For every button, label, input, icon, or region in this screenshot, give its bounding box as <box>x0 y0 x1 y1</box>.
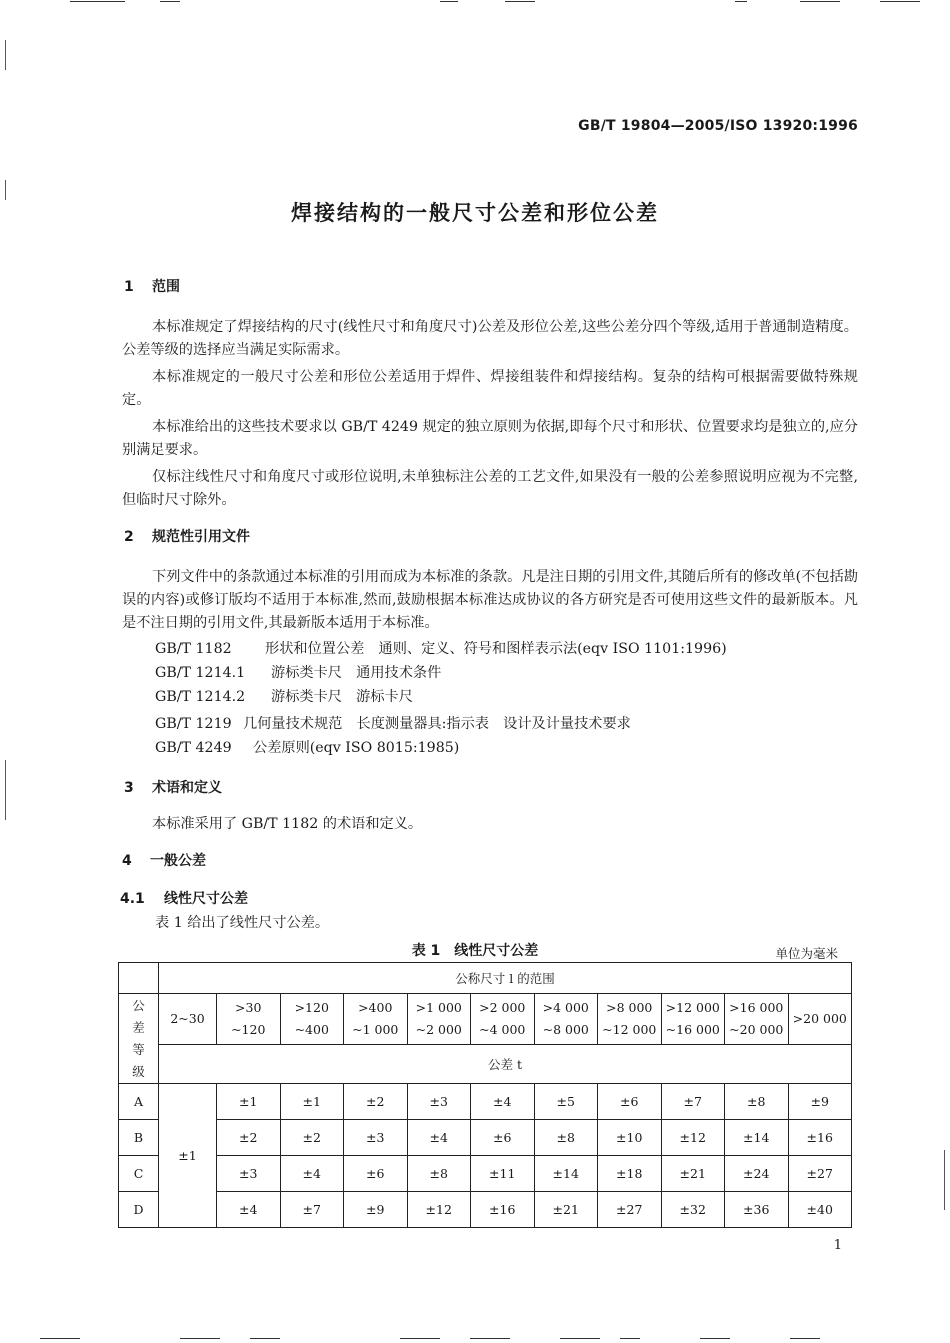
tolerance-cell: ±6 <box>598 1084 662 1120</box>
tolerance-cell: ±12 <box>661 1120 725 1156</box>
section-1-heading <box>124 276 180 296</box>
range-cell: >16 000 ~20 000 <box>725 994 789 1045</box>
range-cell: >120 ~400 <box>280 994 344 1045</box>
reference-title: 形状和位置公差 通则、定义、符号和图样表示法(eqv ISO 1101:1996) <box>265 641 727 657</box>
tolerance-cell: ±4 <box>407 1120 471 1156</box>
reference-item <box>155 662 441 685</box>
tolerance-cell: ±36 <box>725 1192 789 1228</box>
section-title: 术语和定义 <box>152 780 222 796</box>
section-title: 规范性引用文件 <box>152 529 250 545</box>
reference-title: 几何量技术规范 长度测量器具:指示表 设计及计量技术要求 <box>243 716 631 732</box>
page-number: 1 <box>833 1238 842 1253</box>
reference-item <box>155 686 413 709</box>
reference-item <box>155 737 459 760</box>
grade-cell: D <box>119 1192 159 1228</box>
tolerance-cell: ±9 <box>788 1084 852 1120</box>
section-number: 2 <box>124 529 134 545</box>
tolerance-cell: ±21 <box>534 1192 598 1228</box>
tolerance-cell: ±4 <box>217 1192 281 1228</box>
tolerance-cell: ±12 <box>407 1192 471 1228</box>
tolerance-cell: ±16 <box>471 1192 535 1228</box>
section-number: 4.1 <box>120 891 145 907</box>
section-3-heading <box>124 777 222 797</box>
reference-code: GB/T 1214.2 <box>155 689 246 705</box>
tolerance-table <box>118 962 852 1228</box>
section-4-1-heading <box>120 888 248 908</box>
table-row <box>119 1156 852 1192</box>
paragraph: 本标准给出的这些技术要求以 GB/T 4249 规定的独立原则为依据,即每个尺寸和形状、位置要求均是独立的,应分别满足要求。 <box>122 419 858 458</box>
section-2-heading <box>124 526 250 546</box>
paragraph: 本标准规定了焊接结构的尺寸(线性尺寸和角度尺寸)公差及形位公差,这些公差分四个等级,适用于普通制造精度。公差等级的选择应当满足实际需求。 <box>122 319 858 358</box>
range-cell: >20 000 <box>788 994 852 1045</box>
paragraph: 下列文件中的条款通过本标准的引用而成为本标准的条款。凡是注日期的引用文件,其随后所有的修改单(不包括勘误的内容)或修订版均不适用于本标准,然而,鼓励根据本标准达成协议的各方研究是否可使用这些文件的最新版本。凡是不注日期的引用文件,其最新版本适用于本标准。 <box>122 569 858 631</box>
table-row <box>119 1120 852 1156</box>
reference-title: 游标类卡尺 游标卡尺 <box>271 689 413 705</box>
reference-title: 游标类卡尺 通用技术条件 <box>271 665 442 681</box>
tolerance-cell-shared: ±1 <box>159 1084 217 1228</box>
range-cell: >30 ~120 <box>217 994 281 1045</box>
section-title: 一般公差 <box>150 853 206 869</box>
paragraph: 本标准规定的一般尺寸公差和形位公差适用于焊件、焊接组装件和焊接结构。复杂的结构可根据需要做特殊规定。 <box>122 369 858 408</box>
tolerance-cell: ±1 <box>217 1084 281 1120</box>
grade-header: 公 差 等 级 <box>119 994 159 1084</box>
table-row <box>119 1084 852 1120</box>
paragraph: 表 1 给出了线性尺寸公差。 <box>155 915 330 931</box>
grade-cell: B <box>119 1120 159 1156</box>
tolerance-cell: ±8 <box>407 1156 471 1192</box>
tolerance-cell: ±8 <box>725 1084 789 1120</box>
range-header: 公称尺寸 l 的范围 <box>159 963 852 994</box>
tolerance-cell: ±2 <box>217 1120 281 1156</box>
tolerance-cell: ±7 <box>661 1084 725 1120</box>
range-cell: >4 000 ~8 000 <box>534 994 598 1045</box>
tolerance-cell: ±2 <box>344 1084 408 1120</box>
tolerance-cell: ±8 <box>534 1120 598 1156</box>
standard-code: GB/T 19804—2005/ISO 13920:1996 <box>578 118 858 134</box>
tolerance-cell: ±2 <box>280 1120 344 1156</box>
range-cell: >12 000 ~16 000 <box>661 994 725 1045</box>
range-cell: 2~30 <box>159 994 217 1045</box>
tolerance-cell: ±4 <box>280 1156 344 1192</box>
table-unit: 单位为毫米 <box>775 946 838 961</box>
tolerance-cell: ±16 <box>788 1120 852 1156</box>
section-title: 范围 <box>152 279 180 295</box>
tolerance-cell: ±5 <box>534 1084 598 1120</box>
tolerance-cell: ±11 <box>471 1156 535 1192</box>
tolerance-cell: ±3 <box>407 1084 471 1120</box>
reference-code: GB/T 1214.1 <box>155 665 246 681</box>
tolerance-header: 公差 t <box>159 1045 852 1084</box>
tolerance-cell: ±4 <box>471 1084 535 1120</box>
reference-code: GB/T 1182 <box>155 641 232 657</box>
tolerance-cell: ±3 <box>217 1156 281 1192</box>
section-number: 1 <box>124 279 134 295</box>
tolerance-cell: ±18 <box>598 1156 662 1192</box>
section-number: 3 <box>124 780 134 796</box>
reference-code: GB/T 4249 <box>155 740 232 756</box>
grade-cell: C <box>119 1156 159 1192</box>
reference-item <box>155 638 727 661</box>
tolerance-cell: ±3 <box>344 1120 408 1156</box>
table-caption: 表 1 线性尺寸公差 <box>411 943 539 959</box>
tolerance-cell: ±6 <box>344 1156 408 1192</box>
reference-title: 公差原则(eqv ISO 8015:1985) <box>253 740 460 756</box>
tolerance-cell: ±7 <box>280 1192 344 1228</box>
tolerance-cell: ±10 <box>598 1120 662 1156</box>
section-title: 线性尺寸公差 <box>164 891 248 907</box>
tolerance-cell: ±32 <box>661 1192 725 1228</box>
section-number: 4 <box>122 853 132 869</box>
tolerance-cell: ±27 <box>788 1156 852 1192</box>
range-cell: >8 000 ~12 000 <box>598 994 662 1045</box>
range-cell: >1 000 ~2 000 <box>407 994 471 1045</box>
document-title: 焊接结构的一般尺寸公差和形位公差 <box>291 201 659 225</box>
paragraph: 本标准采用了 GB/T 1182 的术语和定义。 <box>152 816 423 832</box>
tolerance-cell: ±14 <box>725 1120 789 1156</box>
tolerance-cell: ±27 <box>598 1192 662 1228</box>
tolerance-cell: ±9 <box>344 1192 408 1228</box>
tolerance-cell: ±6 <box>471 1120 535 1156</box>
table-row <box>119 1192 852 1228</box>
tolerance-cell: ±14 <box>534 1156 598 1192</box>
reference-item <box>155 713 631 736</box>
tolerance-cell: ±21 <box>661 1156 725 1192</box>
tolerance-cell: ±24 <box>725 1156 789 1192</box>
range-cell: >2 000 ~4 000 <box>471 994 535 1045</box>
paragraph: 仅标注线性尺寸和角度尺寸或形位说明,未单独标注公差的工艺文件,如果没有一般的公差参照说明应视为不完整,但临时尺寸除外。 <box>122 469 858 508</box>
reference-code: GB/T 1219 <box>155 716 232 732</box>
tolerance-cell: ±1 <box>280 1084 344 1120</box>
tolerance-cell: ±40 <box>788 1192 852 1228</box>
section-4-heading <box>122 850 206 870</box>
range-cell: >400 ~1 000 <box>344 994 408 1045</box>
grade-cell: A <box>119 1084 159 1120</box>
